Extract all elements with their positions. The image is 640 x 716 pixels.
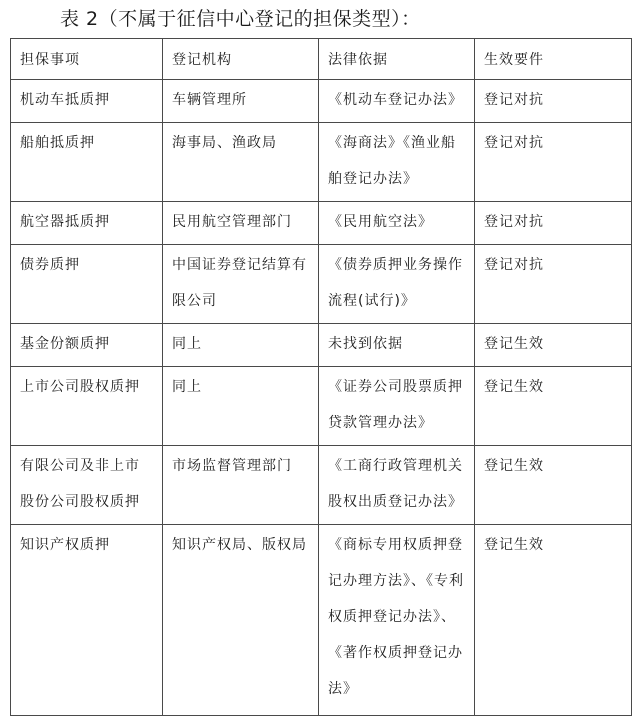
cell-effective-condition: 登记生效 xyxy=(475,446,632,525)
table-row xyxy=(11,324,632,367)
cell-guarantee-item: 债券质押 xyxy=(11,245,163,324)
cell-legal-basis: 《债券质押业务操作流程(试行)》 xyxy=(319,245,475,324)
cell-registration-agency: 同上 xyxy=(163,324,319,367)
header-registration-agency: 登记机构 xyxy=(163,39,319,80)
header-legal-basis: 法律依据 xyxy=(319,39,475,80)
cell-guarantee-item: 有限公司及非上市股份公司股权质押 xyxy=(11,446,163,525)
cell-effective-condition: 登记对抗 xyxy=(475,245,632,324)
cell-effective-condition: 登记生效 xyxy=(475,525,632,716)
cell-guarantee-item: 知识产权质押 xyxy=(11,525,163,716)
cell-registration-agency: 市场监督管理部门 xyxy=(163,446,319,525)
cell-legal-basis: 未找到依据 xyxy=(319,324,475,367)
header-guarantee-item: 担保事项 xyxy=(11,39,163,80)
cell-effective-condition: 登记对抗 xyxy=(475,202,632,245)
table-caption: 表 2（不属于征信中心登记的担保类型）： xyxy=(60,8,421,30)
cell-registration-agency: 中国证券登记结算有限公司 xyxy=(163,245,319,324)
table-row xyxy=(11,525,632,716)
cell-registration-agency: 海事局、渔政局 xyxy=(163,123,319,202)
table-row xyxy=(11,245,632,324)
cell-legal-basis: 《证券公司股票质押贷款管理办法》 xyxy=(319,367,475,446)
cell-registration-agency: 车辆管理所 xyxy=(163,80,319,123)
cell-effective-condition: 登记生效 xyxy=(475,367,632,446)
cell-legal-basis: 《机动车登记办法》 xyxy=(319,80,475,123)
table-row xyxy=(11,123,632,202)
cell-guarantee-item: 机动车抵质押 xyxy=(11,80,163,123)
cell-legal-basis: 《海商法》《渔业船舶登记办法》 xyxy=(319,123,475,202)
cell-registration-agency: 民用航空管理部门 xyxy=(163,202,319,245)
cell-legal-basis: 《民用航空法》 xyxy=(319,202,475,245)
cell-guarantee-item: 船舶抵质押 xyxy=(11,123,163,202)
cell-registration-agency: 同上 xyxy=(163,367,319,446)
header-effective-condition: 生效要件 xyxy=(475,39,632,80)
cell-effective-condition: 登记生效 xyxy=(475,324,632,367)
table-row xyxy=(11,80,632,123)
cell-guarantee-item: 基金份额质押 xyxy=(11,324,163,367)
cell-legal-basis: 《工商行政管理机关股权出质登记办法》 xyxy=(319,446,475,525)
cell-legal-basis: 《商标专用权质押登记办理方法》、《专利权质押登记办法》、《著作权质押登记办法》 xyxy=(319,525,475,716)
cell-guarantee-item: 上市公司股权质押 xyxy=(11,367,163,446)
table-row xyxy=(11,446,632,525)
guarantee-type-table xyxy=(10,38,632,716)
cell-registration-agency: 知识产权局、版权局 xyxy=(163,525,319,716)
table-row xyxy=(11,202,632,245)
table-row xyxy=(11,367,632,446)
cell-effective-condition: 登记对抗 xyxy=(475,123,632,202)
table-header-row xyxy=(11,39,632,80)
cell-effective-condition: 登记对抗 xyxy=(475,80,632,123)
cell-guarantee-item: 航空器抵质押 xyxy=(11,202,163,245)
